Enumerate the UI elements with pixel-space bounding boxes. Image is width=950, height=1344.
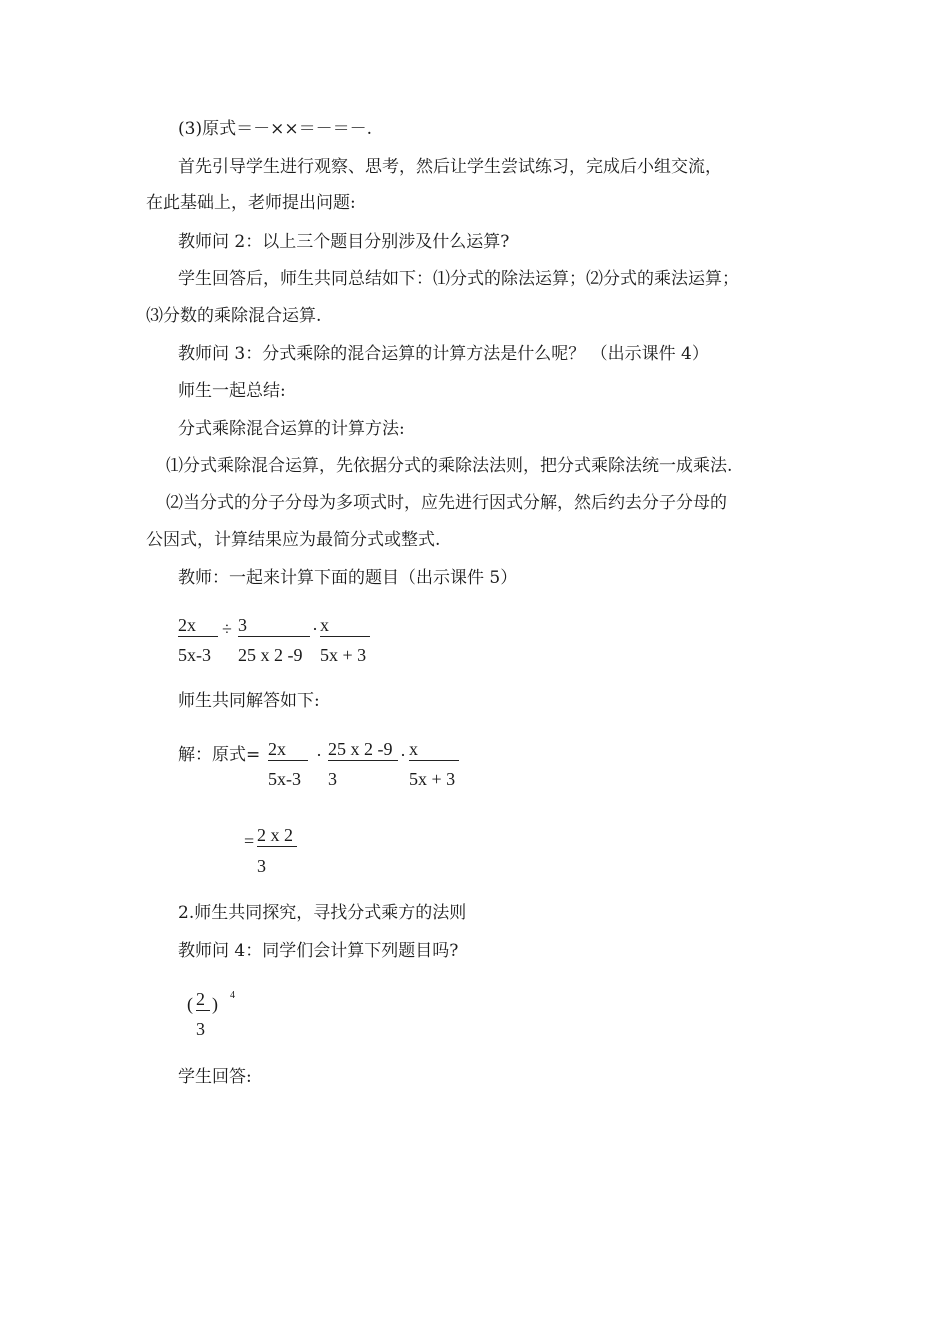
power-numerator: 2 bbox=[196, 988, 210, 1011]
divide-operator: ÷ bbox=[222, 619, 232, 639]
solution-fraction-1-numerator: 2x bbox=[268, 738, 308, 761]
paragraph-original-expression: (3)原式＝－××＝－＝－. bbox=[178, 119, 372, 139]
solution-fraction-2-denominator: 3 bbox=[328, 769, 337, 789]
paragraph-student-answer: 学生回答: bbox=[178, 1067, 252, 1087]
paragraph-summary-line2: ⑶分数的乘除混合运算. bbox=[146, 306, 322, 326]
power-denominator: 3 bbox=[196, 1019, 205, 1039]
paragraph-method-rule-2-line1: ⑵当分式的分子分母为多项式时，应先进行因式分解，然后约去分子分母的 bbox=[166, 493, 727, 513]
power-exponent: 4 bbox=[230, 990, 235, 1001]
fraction-2-numerator: 3 bbox=[238, 614, 310, 637]
paragraph-guide-line1: 首先引导学生进行观察、思考，然后让学生尝试练习，完成后小组交流， bbox=[178, 157, 722, 177]
fraction-3-denominator: 5x + 3 bbox=[320, 645, 367, 665]
solution-fraction-1-denominator: 5x-3 bbox=[268, 769, 301, 789]
solution-prefix: 解：原式= bbox=[178, 745, 261, 765]
solution-multiply-dot-2: · bbox=[400, 745, 406, 765]
paragraph-explore-power-rule: 2.师生共同探究，寻找分式乘方的法则 bbox=[178, 903, 467, 923]
solution-step2-numerator: 2 x 2 bbox=[257, 824, 297, 847]
paragraph-method-title: 分式乘除混合运算的计算方法: bbox=[178, 419, 405, 439]
paragraph-teacher-question-4: 教师问 4：同学们会计算下列题目吗? bbox=[178, 941, 459, 961]
paragraph-teacher-question-3: 教师问 3：分式乘除的混合运算的计算方法是什么呢？ （出示课件 4） bbox=[178, 344, 709, 364]
multiply-dot: · bbox=[312, 619, 318, 639]
fraction-2-denominator: 25 x 2 -9 bbox=[238, 645, 303, 665]
paragraph-method-rule-1: ⑴分式乘除混合运算，先依据分式的乘除法法则，把分式乘除法统一成乘法. bbox=[166, 456, 733, 476]
solution-step2-denominator: 3 bbox=[257, 856, 266, 876]
paragraph-summary-together: 师生一起总结: bbox=[178, 381, 286, 401]
solution-fraction-3-numerator: x bbox=[409, 738, 459, 761]
power-open-paren: ( bbox=[187, 994, 193, 1014]
fraction-1-denominator: 5x-3 bbox=[178, 645, 211, 665]
solution-fraction-3-denominator: 5x + 3 bbox=[409, 769, 456, 789]
paragraph-teacher-exercise: 教师：一起来计算下面的题目（出示课件 5） bbox=[178, 568, 518, 588]
paragraph-solve-together: 师生共同解答如下: bbox=[178, 691, 320, 711]
solution-step2-equals: = bbox=[244, 831, 255, 851]
solution-multiply-dot-1: · bbox=[316, 745, 322, 765]
paragraph-summary-line1: 学生回答后，师生共同总结如下：⑴分式的除法运算；⑵分式的乘法运算； bbox=[178, 269, 739, 289]
paragraph-teacher-question-2: 教师问 2：以上三个题目分别涉及什么运算? bbox=[178, 232, 510, 252]
fraction-1-numerator: 2x bbox=[178, 614, 218, 637]
solution-fraction-2-numerator: 25 x 2 -9 bbox=[328, 738, 398, 761]
power-close-paren: ) bbox=[212, 994, 218, 1014]
paragraph-method-rule-2-line2: 公因式，计算结果应为最简分式或整式. bbox=[146, 530, 441, 550]
fraction-3-numerator: x bbox=[320, 614, 370, 637]
paragraph-guide-line2: 在此基础上，老师提出问题: bbox=[146, 193, 356, 213]
